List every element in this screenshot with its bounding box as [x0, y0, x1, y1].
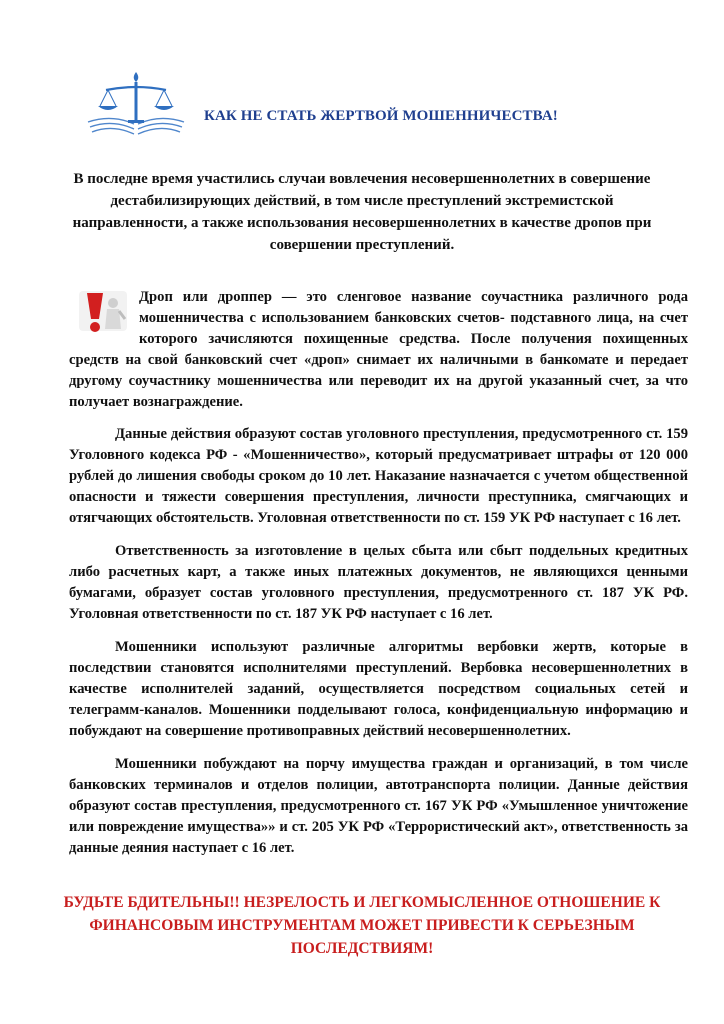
- drop-definition-text: Дроп или дроппер — это сленговое название соучастника различного рода мошенничества с использованием банковских счетов- подставного лица, на счет которого зачисляются похищенные средства. После получения похищенных средств на свой банковский счет «дроп» снимает их наличными в банкомате и передает другому соучастнику мошенничества или переводит их на другой указанный счет, за что получает вознаграждение.: [69, 289, 688, 410]
- page-title: КАК НЕ СТАТЬ ЖЕРТВОЙ МОШЕННИЧЕСТВА!: [204, 108, 558, 124]
- intro-text: В последне время участились случаи вовлечения несовершеннолетних в совершение дестабилизирующих действий, в том числе преступлений экстремистской направленности, а также использования несовершеннолетних в качестве дропов при совершении преступлений.: [72, 171, 652, 253]
- paragraph: Данные действия образуют состав уголовного преступления, предусмотренного ст. 159 Уголовного кодекса РФ - «Мошенничество», который предусматривает штрафы от 120 000 рублей до лишения свободы сроком до 10 лет. Наказание назначается с учетом общественной опасности и тяжести совершения преступления, личности преступника, смягчающих и отягчающих обстоятельств. Уголовная ответственности по ст. 159 УК РФ наступает с 16 лет.: [69, 426, 688, 526]
- header: [84, 70, 644, 140]
- paragraph: Мошенники побуждают на порчу имущества граждан и организаций, в том числе банковских терминалов и отделов полиции, автотранспорта полиции. Данные действия образуют состав преступления, предусмотренного ст. 167 УК РФ «Умышленное уничтожение или повреждение имущества»» и ст. 205 УК РФ «Террористический акт», ответственность за данные деяния наступает с 16 лет.: [69, 756, 688, 856]
- paragraph: Ответственность за изготовление в целых сбыта или сбыт поддельных кредитных либо расчетных карт, а также иных платежных документов, не являющихся ценными бумагами, образует состав уголовного преступления, предусмотренного ст. 187 УК РФ. Уголовная ответственности по ст. 187 УК РФ наступает с 16 лет.: [69, 543, 688, 622]
- drop-definition-paragraph: [69, 287, 688, 413]
- warning-text: БУДЬТЕ БДИТЕЛЬНЫ!! НЕЗРЕЛОСТЬ И ЛЕГКОМЫСЛЕННОЕ ОТНОШЕНИЕ К ФИНАНСОВЫМ ИНСТРУМЕНТАМ МОЖЕТ ПРИВЕСТИ К СЕРЬЕЗНЫМ ПОСЛЕДСТВИЯМ!: [63, 894, 661, 957]
- scales-of-justice-book-icon: [84, 70, 188, 138]
- exclamation-warning-icon: [77, 287, 129, 335]
- paragraph: Мошенники используют различные алгоритмы вербовки жертв, которые в последствии становятся исполнителями преступлений. Вербовка несовершеннолетних в качестве исполнителей заданий, осуществляется посредством социальных сетей и телеграмм-каналов. Мошенники подделывают голоса, конфиденциальную информацию и побуждают на совершение противоправных действий несовершеннолетних.: [69, 639, 688, 739]
